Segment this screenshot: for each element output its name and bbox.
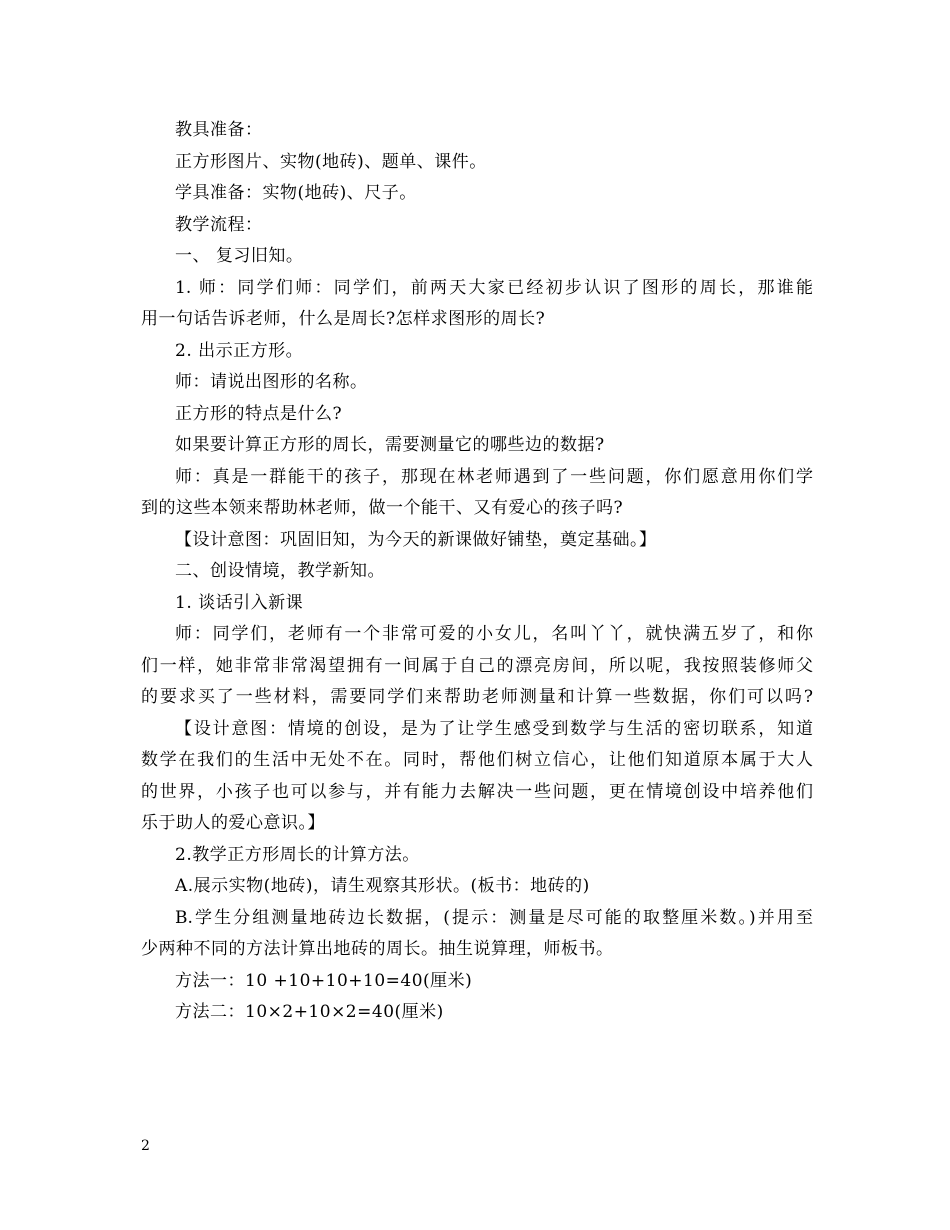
text-line: 【设计意图：情境的创设，是为了让学生感受到数学与生活的密切联系，知道 [175, 718, 813, 739]
text-line: 一、 复习旧知。 [175, 246, 304, 266]
text-line: 如果要计算正方形的周长，需要测量它的哪些边的数据? [175, 435, 605, 455]
text-line: 数学在我们的生活中无处不在。同时，帮他们树立信心，让他们知道原本属于大人 [141, 750, 813, 770]
text-line: 师：同学们，老师有一个非常可爱的小女儿，名叫丫丫，就快满五岁了，和你 [175, 624, 813, 644]
page-number: 2 [141, 1138, 150, 1154]
text-line: B.学生分组测量地砖边长数据，(提示：测量是尽可能的取整厘米数。)并用至 [175, 907, 813, 928]
text-line: 到的这些本领来帮助林老师，做一个能干、又有爱心的孩子吗? [141, 498, 624, 518]
text-line: 【设计意图：巩固旧知，为今天的新课做好铺垫，奠定基础。】 [175, 529, 657, 550]
text-line: 2. 出示正方形。 [175, 340, 304, 361]
text-line: 方法二：10×2+10×2=40(厘米) [175, 1002, 444, 1022]
text-line: 师：真是一群能干的孩子，那现在林老师遇到了一些问题，你们愿意用你们学 [175, 466, 813, 487]
text-line: 学具准备：实物(地砖)、尺子。 [175, 183, 417, 203]
text-line: 正方形的特点是什么? [175, 403, 343, 424]
text-line: 1. 师：同学们师：同学们，前两天大家已经初步认识了图形的周长，那谁能 [175, 277, 813, 298]
text-line: 们一样，她非常非常渴望拥有一间属于自己的漂亮房间，所以呢，我按照装修师父 [141, 655, 813, 676]
text-line: 2.教学正方形周长的计算方法。 [175, 844, 420, 865]
text-line: 师：请说出图形的名称。 [175, 372, 368, 392]
text-line: 教具准备： [175, 120, 263, 140]
text-line: 方法一：10 +10+10+10=40(厘米) [175, 970, 473, 991]
text-line: 少两种不同的方法计算出地砖的周长。抽生说算理，师板书。 [141, 939, 614, 959]
text-line: A.展示实物(地砖)，请生观察其形状。(板书：地砖的) [175, 876, 590, 896]
text-line: 正方形图片、实物(地砖)、题单、课件。 [175, 151, 487, 172]
text-line: 1. 谈话引入新课 [175, 592, 304, 613]
text-line: 教学流程： [175, 214, 263, 235]
text-line: 乐于助人的爱心意识。】 [141, 813, 325, 833]
document-body [141, 115, 813, 1029]
text-line: 二、创设情境，教学新知。 [175, 561, 385, 581]
text-line: 的要求买了一些材料，需要同学们来帮助老师测量和计算一些数据，你们可以吗? [141, 687, 813, 707]
text-line: 的世界，小孩子也可以参与，并有能力去解决一些问题，更在情境创设中培养他们 [141, 781, 813, 802]
text-line: 用一句话告诉老师，什么是周长?怎样求图形的周长? [141, 309, 546, 329]
